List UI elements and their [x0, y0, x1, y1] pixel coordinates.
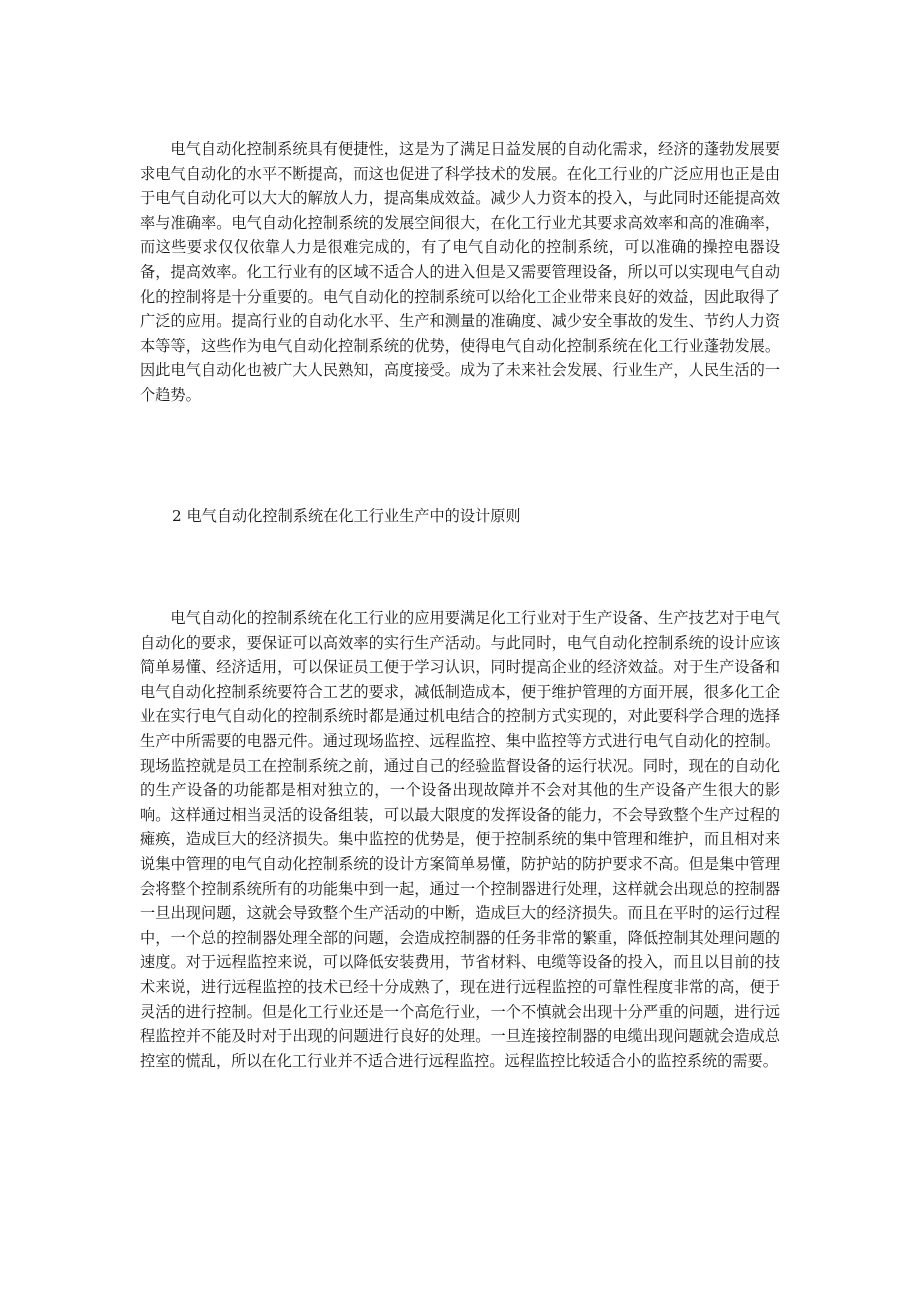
body-paragraph-advantages: 电气自动化控制系统具有便捷性，这是为了满足日益发展的自动化需求，经济的蓬勃发展要求电气自动化的水平不断提高，而这也促进了科学技术的发展。在化工行业的广泛应用也正是由于电气自动化可以大大的解放人力，提高集成效益。减少人力资本的投入，与此同时还能提高效率与准确率。电气自动化控制系统的发展空间很大，在化工行业尤其要求高效率和高的准确率，而这些要求仅仅依靠人力是很难完成的，有了电气自动化的控制系统，可以准确的操控电器设备，提高效率。化工行业有的区域不适合人的进入但是又需要管理设备，所以可以实现电气自动化的控制将是十分重要的。电气自动化的控制系统可以给化工企业带来良好的效益，因此取得了广泛的应用。提高行业的自动化水平、生产和测量的准确度、减少安全事故的发生、节约人力资本等等，这些作为电气自动化控制系统的优势，使得电气自动化控制系统在化工行业蓬勃发展。因此电气自动化也被广大人民熟知，高度接受。成为了未来社会发展、行业生产，人民生活的一个趋势。 — [140, 140, 780, 404]
section-heading-design-principles: 2 电气自动化控制系统在化工行业生产中的设计原则 — [172, 507, 521, 525]
body-paragraph-design-principles: 电气自动化的控制系统在化工行业的应用要满足化工行业对于生产设备、生产技艺对于电气自动化的要求，要保证可以高效率的实行生产活动。与此同时，电气自动化控制系统的设计应该简单易懂、经济适用，可以保证员工便于学习认识，同时提高企业的经济效益。对于生产设备和电气自动化控制系统要符合工艺的要求，减低制造成本，便于维护管理的方面开展，很多化工企业在实行电气自动化的控制系统时都是通过机电结合的控制方式实现的，对此要科学合理的选择生产中所需要的电器元件。通过现场监控、远程监控、集中监控等方式进行电气自动化的控制。现场监控就是员工在控制系统之前，通过自己的经验监督设备的运行状况。同时，现在的自动化的生产设备的功能都是相对独立的，一个设备出现故障并不会对其他的生产设备产生很大的影响。这样通过相当灵活的设备组装，可以最大限度的发挥设备的能力，不会导致整个生产过程的瘫痪，造成巨大的经济损失。集中监控的优势是，便于控制系统的集中管理和维护，而且相对来说集中管理的电气自动化控制系统的设计方案简单易懂，防护站的防护要求不高。但是集中管理会将整个控制系统所有的功能集中到一起，通过一个控制器进行处理，这样就会出现总的控制器一旦出现问题，这就会导致整个生产活动的中断，造成巨大的经济损失。而且在平时的运行过程中，一个总的控制器处理全部的问题，会造成控制器的任务非常的繁重，降低控制其处理问题的速度。对于远程监控来说，可以降低安装费用，节省材料、电缆等设备的投入，而且以目前的技术来说，进行远程监控的技术已经十分成熟了，现在进行远程监控的可靠性程度非常的高，便于灵活的进行控制。但是化工行业还是一个高危行业，一个不慎就会出现十分严重的问题，进行远程监控并不能及时对于出现的问题进行良好的处理。一旦连接控制器的电缆出现问题就会造成总控室的慌乱，所以在化工行业并不适合进行远程监控。远程监控比较适合小的监控系统的需要。 — [140, 609, 780, 1070]
